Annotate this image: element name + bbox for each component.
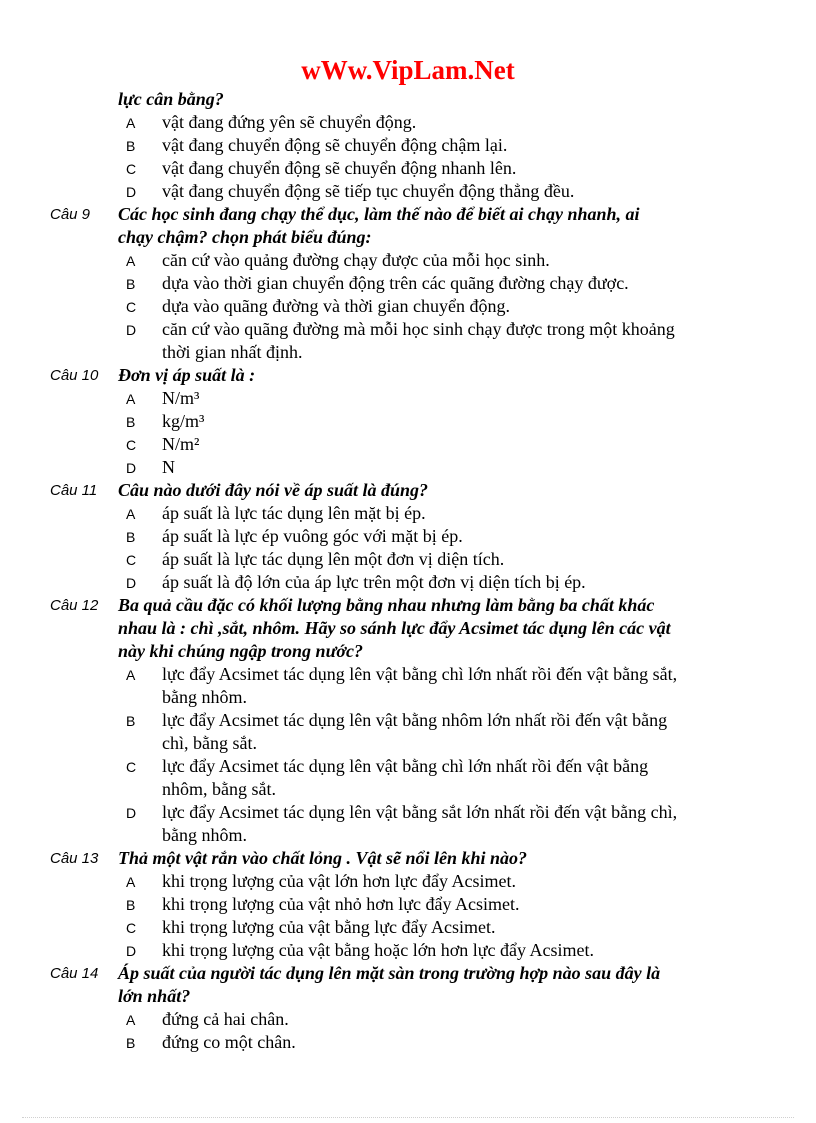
option-letter: C [126,299,137,315]
answer-option [0,1008,816,1031]
option-text: đứng co một chân. [162,1032,296,1052]
answer-option [0,180,816,203]
question-number: Câu 10 [50,367,99,384]
option-letter: D [126,184,137,200]
question-11 [0,479,816,502]
question-number: Câu 9 [50,206,91,223]
question-10 [0,364,816,387]
question-text: lực cân bằng? [118,89,224,109]
answer-option [0,755,816,801]
option-text: vật đang đứng yên sẽ chuyển động. [162,112,417,132]
answer-option [0,1031,816,1054]
question-number: Câu 11 [50,482,98,499]
answer-option [0,272,816,295]
exam-content [0,88,816,1054]
option-text: lực đẩy Acsimet tác dụng lên vật bằng chì lớn nhất rồi đến vật bằng nhôm, bằng sắt. [162,756,649,799]
question-text: Ba quả cầu đặc có khối lượng bằng nhau nhưng làm bằng ba chất khác nhau là : chì ,sắt, nhôm. Hãy so sánh lực đẩy Acsimet tác dụng lên các vật này khi chúng ngập trong nước? [118,595,671,661]
option-text: áp suất là độ lớn của áp lực trên một đơn vị diện tích bị ép. [162,572,586,592]
answer-option [0,157,816,180]
option-text: N/m² [162,434,200,454]
question-13 [0,847,816,870]
option-text: khi trọng lượng của vật nhỏ hơn lực đẩy Acsimet. [162,894,520,914]
option-letter: A [126,391,136,407]
option-letter: A [126,506,136,522]
option-letter: B [126,1035,136,1051]
question-text: Đơn vị áp suất là : [118,365,256,385]
option-text: N/m³ [162,388,200,408]
question-12 [0,594,816,663]
option-letter: A [126,115,136,131]
option-text: áp suất là lực ép vuông góc với mặt bị ép. [162,526,463,546]
answer-option [0,916,816,939]
question-14 [0,962,816,1008]
answer-option [0,571,816,594]
option-text: khi trọng lượng của vật bằng hoặc lớn hơn lực đẩy Acsimet. [162,940,594,960]
answer-option [0,249,816,272]
question-text: Áp suất của người tác dụng lên mặt sàn trong trường hợp nào sau đây là lớn nhất? [118,963,661,1006]
answer-option [0,410,816,433]
option-letter: B [126,276,136,292]
option-letter: B [126,414,136,430]
option-text: căn cứ vào quãng đường mà mỗi học sinh chạy được trong một khoảng thời gian nhất định. [162,319,675,362]
question-text: Câu nào dưới đây nói về áp suất là đúng? [118,480,428,500]
question-number: Câu 12 [50,597,99,614]
question-continuation [0,88,816,111]
option-text: vật đang chuyển động sẽ tiếp tục chuyển động thẳng đều. [162,181,575,201]
answer-option [0,870,816,893]
option-letter: B [126,897,136,913]
answer-option [0,433,816,456]
option-letter: D [126,460,137,476]
option-letter: D [126,322,137,338]
question-text: Các học sinh đang chạy thể dục, làm thế nào để biết ai chạy nhanh, ai chạy chậm? chọn phát biểu đúng: [118,204,640,247]
answer-option [0,548,816,571]
option-text: N [162,457,175,477]
option-text: dựa vào quãng đường và thời gian chuyển động. [162,296,510,316]
answer-option [0,939,816,962]
option-text: lực đẩy Acsimet tác dụng lên vật bằng nhôm lớn nhất rồi đến vật bằng chì, bằng sắt. [162,710,668,753]
option-letter: C [126,552,137,568]
option-text: vật đang chuyển động sẽ chuyển động chậm lại. [162,135,508,155]
option-letter: D [126,575,137,591]
answer-option [0,111,816,134]
question-9 [0,203,816,249]
option-letter: B [126,713,136,729]
page-bottom-divider [22,1117,794,1118]
option-letter: A [126,253,136,269]
option-letter: B [126,529,136,545]
answer-option [0,709,816,755]
question-text: Thả một vật rắn vào chất lỏng . Vật sẽ nổi lên khi nào? [118,848,528,868]
option-letter: B [126,138,136,154]
answer-option [0,663,816,709]
answer-option [0,134,816,157]
option-letter: D [126,805,137,821]
option-letter: A [126,874,136,890]
option-text: áp suất là lực tác dụng lên mặt bị ép. [162,503,426,523]
option-letter: C [126,920,137,936]
answer-option [0,456,816,479]
option-letter: D [126,943,137,959]
option-letter: C [126,161,137,177]
answer-option [0,893,816,916]
question-number: Câu 13 [50,850,99,867]
option-text: dựa vào thời gian chuyển động trên các quãng đường chạy được. [162,273,629,293]
option-letter: A [126,667,136,683]
option-letter: C [126,759,137,775]
question-number: Câu 14 [50,965,99,982]
answer-option [0,295,816,318]
site-watermark-header: wWw.VipLam.Net [301,55,515,85]
option-letter: C [126,437,137,453]
answer-option [0,318,816,364]
answer-option [0,525,816,548]
option-text: khi trọng lượng của vật lớn hơn lực đẩy Acsimet. [162,871,517,891]
option-text: vật đang chuyển động sẽ chuyển động nhanh lên. [162,158,517,178]
option-letter: A [126,1012,136,1028]
option-text: kg/m³ [162,411,205,431]
option-text: áp suất là lực tác dụng lên một đơn vị diện tích. [162,549,505,569]
answer-option [0,502,816,525]
option-text: căn cứ vào quảng đường chạy được của mỗi học sinh. [162,250,550,270]
option-text: lực đẩy Acsimet tác dụng lên vật bằng sắt lớn nhất rồi đến vật bằng chì, bằng nhôm. [162,802,678,845]
option-text: lực đẩy Acsimet tác dụng lên vật bằng chì lớn nhất rồi đến vật bằng sắt, bằng nhôm. [162,664,678,707]
option-text: đứng cả hai chân. [162,1009,289,1029]
answer-option [0,801,816,847]
answer-option [0,387,816,410]
option-text: khi trọng lượng của vật bằng lực đẩy Acsimet. [162,917,496,937]
